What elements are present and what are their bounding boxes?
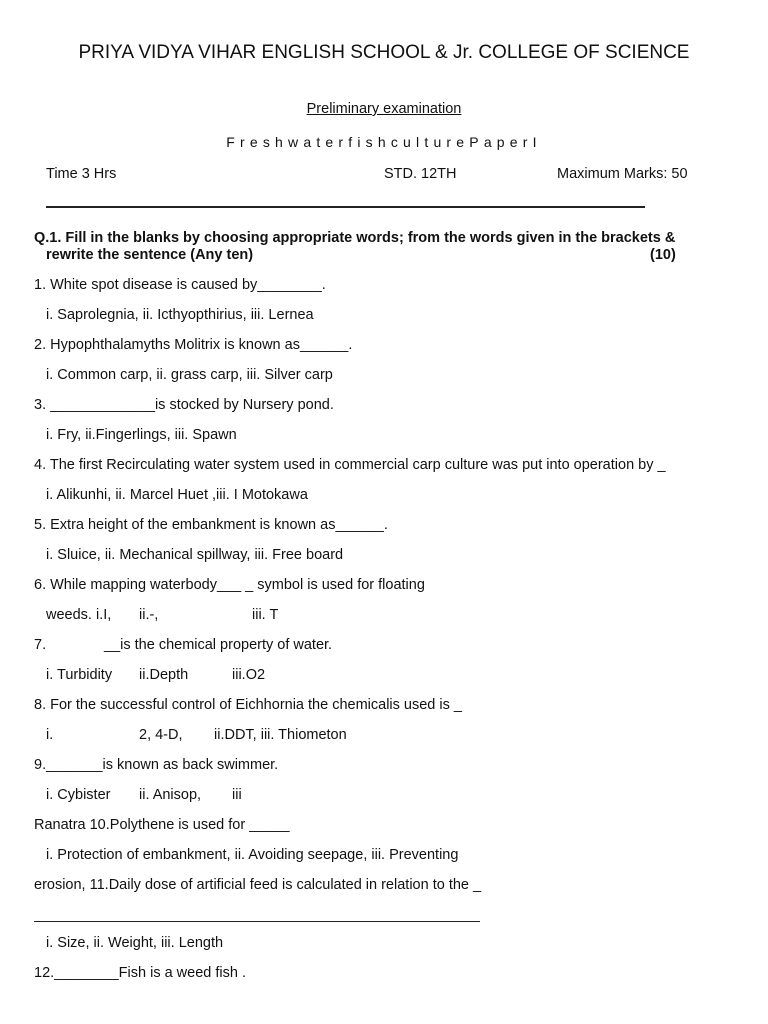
item-9-options-b: ii. Anisop, <box>139 787 202 803</box>
item-1-options: i. Saprolegnia, ii. Icthyopthirius, iii. Lernea <box>46 307 314 323</box>
item-1: 1. White spot disease is caused by________. <box>34 277 326 293</box>
question-heading: Q.1. Fill in the blanks by choosing appropriate words; from the words given in the brackets & <box>34 230 676 246</box>
item-4-options: i. Alikunhi, ii. Marcel Huet ,iii. I Motokawa <box>46 487 308 503</box>
item-5-options: i. Sluice, ii. Mechanical spillway, iii. Free board <box>46 547 344 563</box>
item-11-options: i. Size, ii. Weight, iii. Length <box>46 935 224 951</box>
item-8-options-c: ii.DDT, iii. Thiometon <box>214 727 347 743</box>
question-marks: (10) <box>650 247 676 263</box>
item-3-options: i. Fry, ii.Fingerlings, iii. Spawn <box>46 427 237 443</box>
item-6-options-b: ii.-, <box>139 607 159 623</box>
item-7-number: 7. <box>34 637 47 653</box>
item-3: 3. _____________is stocked by Nursery pond. <box>34 397 334 413</box>
max-marks-label: Maximum Marks: 50 <box>557 166 688 182</box>
item-7: __is the chemical property of water. <box>104 637 333 653</box>
item-9: 9._______is known as back swimmer. <box>34 757 279 773</box>
item-5: 5. Extra height of the embankment is known as______. <box>34 517 388 533</box>
item-10: Ranatra 10.Polythene is used for _____ <box>34 817 290 833</box>
item-7-options-b: ii.Depth <box>139 667 189 683</box>
item-11: erosion, 11.Daily dose of artificial feed is calculated in relation to the _ <box>34 877 482 893</box>
school-name: PRIYA VIDYA VIHAR ENGLISH SCHOOL & Jr. COLLEGE OF SCIENCE <box>78 42 690 63</box>
std-label: STD. 12TH <box>384 166 457 182</box>
item-8: 8. For the successful control of Eichhornia the chemicalis used is _ <box>34 697 462 713</box>
item-6: 6. While mapping waterbody___ _ symbol is used for floating <box>34 577 425 593</box>
item-10-options: i. Protection of embankment, ii. Avoiding seepage, iii. Preventing <box>46 847 459 863</box>
question-heading-line2: rewrite the sentence (Any ten) <box>46 247 254 263</box>
exam-title: Preliminary examination <box>306 101 462 117</box>
time-label: Time 3 Hrs <box>46 166 117 182</box>
item-8-options-a: i. <box>46 727 54 743</box>
paper-title: FreshwaterfishculturePaperI <box>226 134 542 150</box>
item-9-options-c: iii <box>232 787 242 803</box>
item-6-options-c: iii. T <box>252 607 279 623</box>
item-12: 12.________Fish is a weed fish . <box>34 965 246 981</box>
item-6-options-a: weeds. i.I, <box>46 607 112 623</box>
answer-blank-line <box>34 921 480 922</box>
item-9-options-a: i. Cybister <box>46 787 111 803</box>
item-2: 2. Hypophthalamyths Molitrix is known as______. <box>34 337 353 353</box>
header-divider <box>46 206 645 208</box>
item-7-options-c: iii.O2 <box>232 667 266 683</box>
item-8-options-b: 2, 4-D, <box>139 727 183 743</box>
item-2-options: i. Common carp, ii. grass carp, iii. Silver carp <box>46 367 333 383</box>
item-4: 4. The first Recirculating water system used in commercial carp culture was put into operation by _ <box>34 457 666 473</box>
item-7-options-a: i. Turbidity <box>46 667 113 683</box>
